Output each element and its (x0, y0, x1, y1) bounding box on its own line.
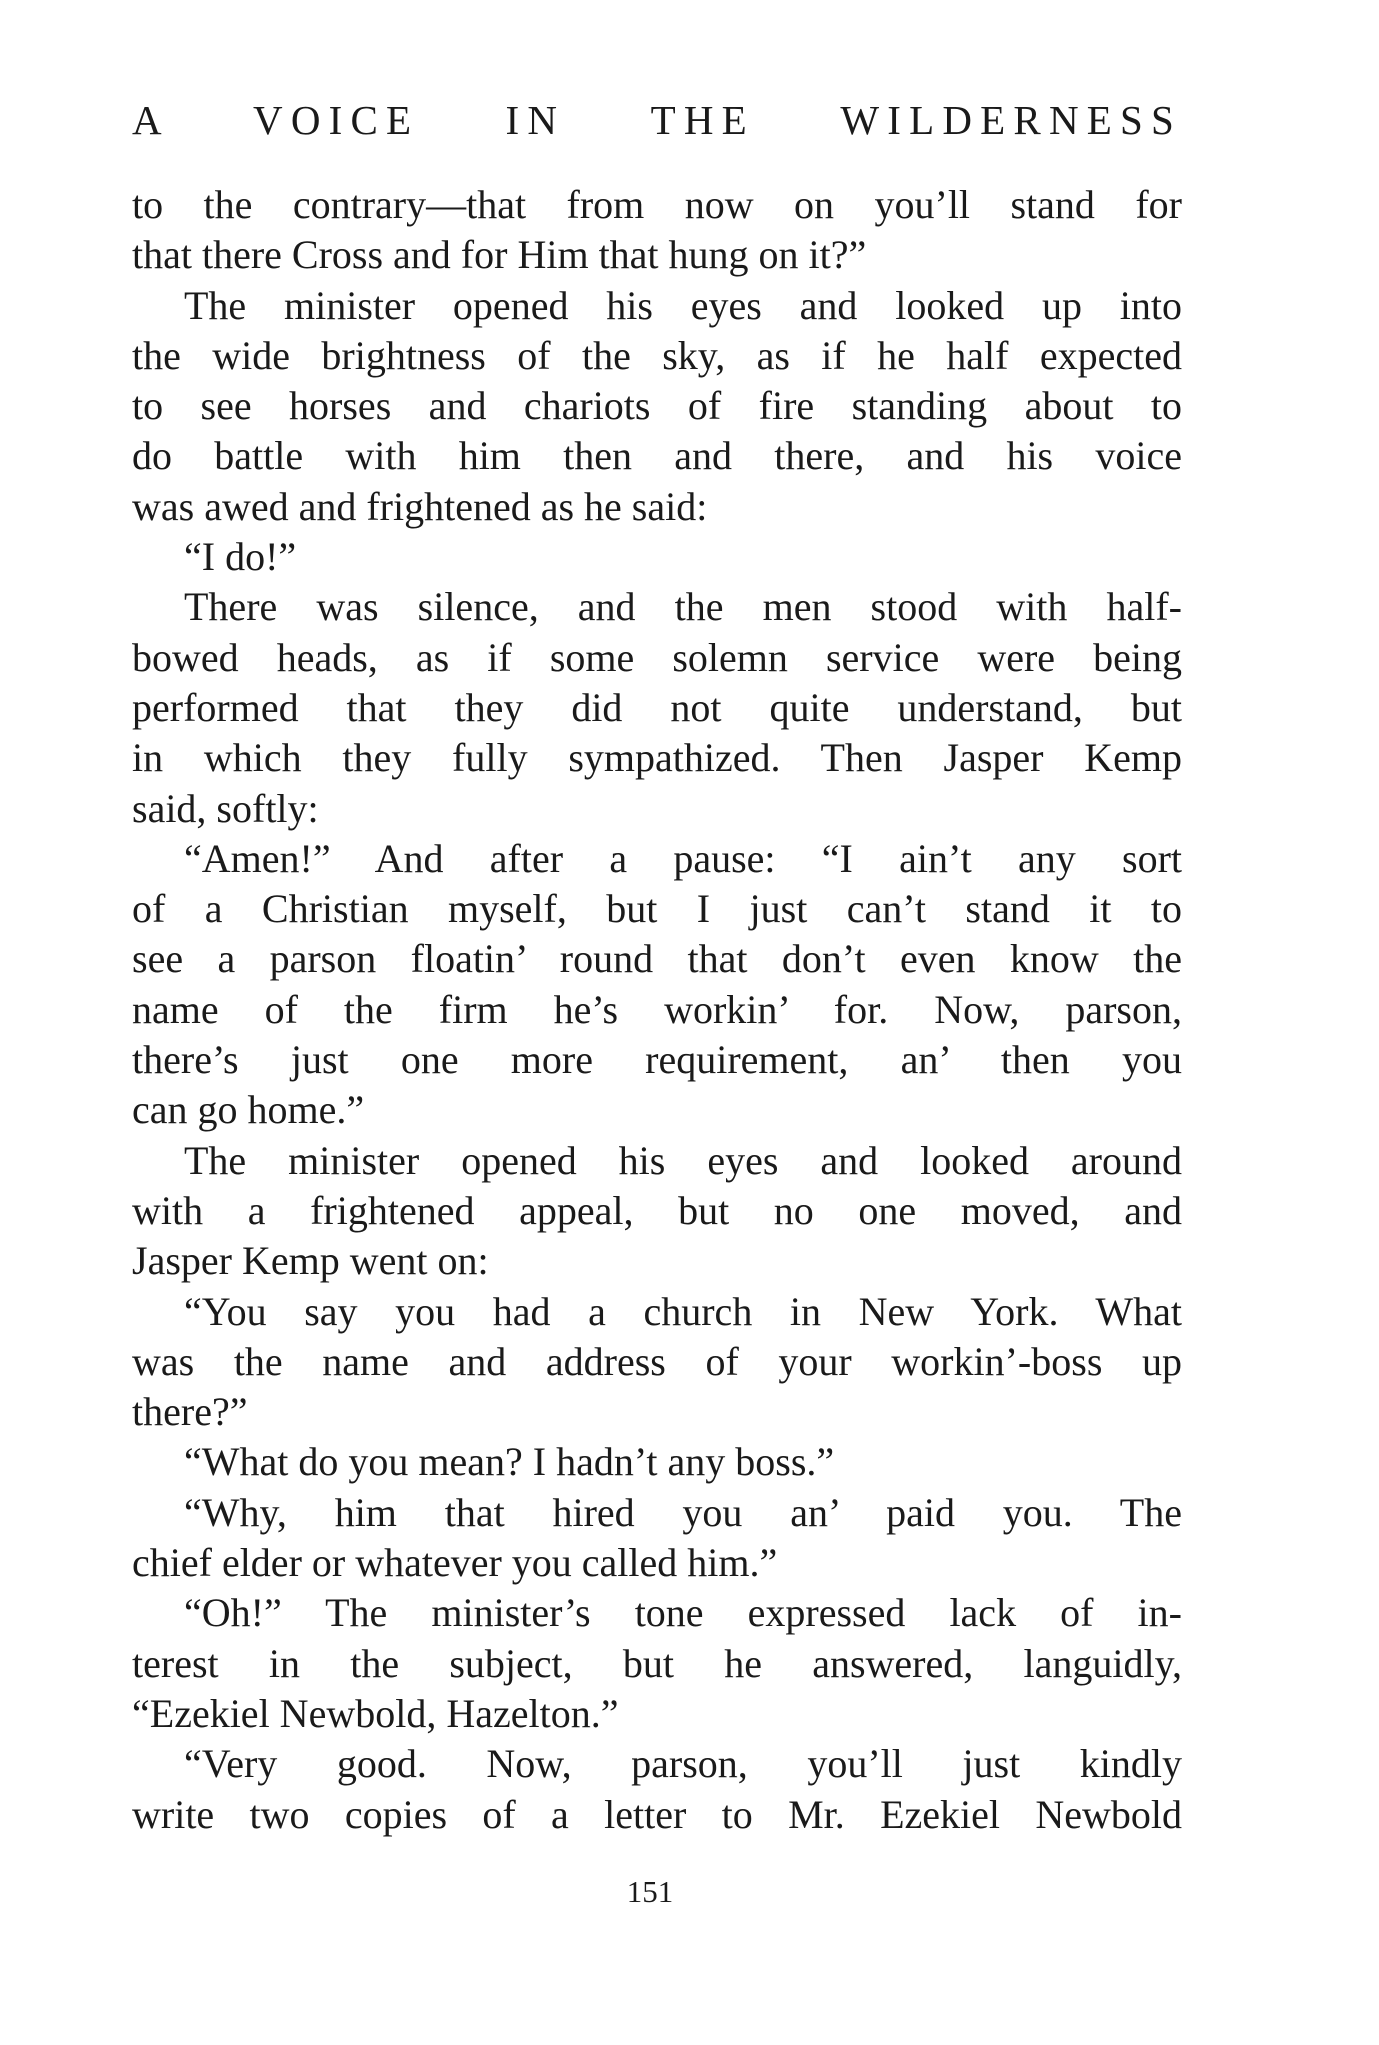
text-line: that there Cross and for Him that hung on it?” (132, 232, 867, 278)
text-line: bowed heads, as if some solemn service were being (132, 634, 1182, 680)
text-line: can go home.” (132, 1087, 365, 1133)
text-line: The minister opened his eyes and looked around (184, 1137, 1182, 1183)
text-line: performed that they did not quite understand, but (132, 684, 1182, 730)
text-line: “Very good. Now, parson, you’ll just kindly (184, 1741, 1182, 1787)
page-number: 151 (626, 1874, 674, 1909)
text-line: was awed and frightened as he said: (132, 483, 708, 529)
text-line: There was silence, and the men stood with half- (184, 584, 1182, 630)
text-line: “You say you had a church in New York. What (184, 1288, 1182, 1334)
text-line: “Amen!” And after a pause: “I ain’t any sort (184, 835, 1182, 881)
text-line: “I do!” (184, 534, 297, 580)
text-line: “Ezekiel Newbold, Hazelton.” (132, 1690, 619, 1736)
text-line: “Oh!” The minister’s tone expressed lack of in- (184, 1590, 1182, 1636)
text-line: The minister opened his eyes and looked up into (184, 282, 1182, 328)
text-line: was the name and address of your workin’-boss up (132, 1338, 1182, 1384)
running-head: A VOICE IN THE WILDERNESS (132, 97, 1182, 143)
text-line: “Why, him that hired you an’ paid you. The (184, 1489, 1182, 1535)
text-line: in which they fully sympathized. Then Jasper Kemp (132, 735, 1182, 781)
text-line: see a parson floatin’ round that don’t even know the (132, 936, 1182, 982)
text-line: Jasper Kemp went on: (132, 1238, 489, 1284)
text-line: with a frightened appeal, but no one moved, and (132, 1187, 1182, 1233)
text-line: write two copies of a letter to Mr. Ezekiel Newbold (132, 1791, 1182, 1837)
text-line: to see horses and chariots of fire standing about to (132, 383, 1182, 429)
text-line: the wide brightness of the sky, as if he half expected (132, 332, 1182, 378)
text-line: said, softly: (132, 785, 319, 831)
text-line: there?” (132, 1389, 248, 1435)
text-line: of a Christian myself, but I just can’t stand it to (132, 886, 1182, 932)
text-line: there’s just one more requirement, an’ then you (132, 1037, 1182, 1083)
text-line: to the contrary—that from now on you’ll stand for (132, 182, 1182, 227)
text-line: name of the firm he’s workin’ for. Now, parson, (132, 986, 1182, 1032)
text-line: “What do you mean? I hadn’t any boss.” (184, 1439, 835, 1485)
text-line: do battle with him then and there, and his voice (132, 433, 1182, 479)
text-line: chief elder or whatever you called him.” (132, 1540, 778, 1586)
text-line: terest in the subject, but he answered, languidly, (132, 1640, 1182, 1686)
body-text (132, 180, 1182, 1840)
